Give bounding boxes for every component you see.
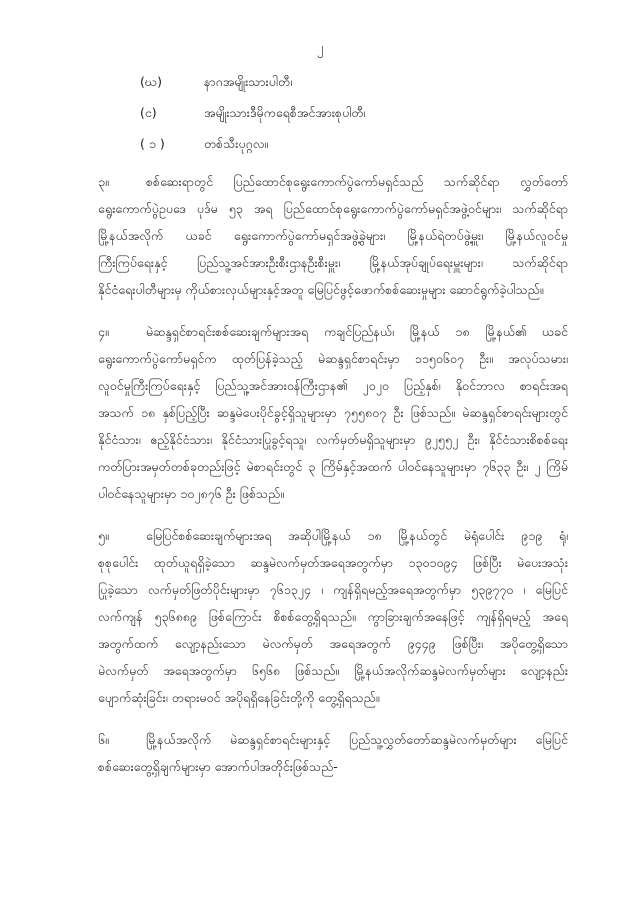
paragraph: [98, 318, 568, 507]
paragraph-line: ၄။ မဲဆန္ဒရှင်စာရင်းစစ်ဆေးချက်များအရ ကချင်ပြည်နယ်၊ မြို့နယ် ၁၈ မြို့နယ်၏ ယခင်: [98, 318, 568, 345]
paragraph-line: ပျောက်ဆုံးခြင်း၊ တရားမဝင် အပိုရရှိနေခြင်းတို့ကို တွေ့ရှိရသည်။: [98, 690, 380, 705]
document-body: [98, 168, 568, 795]
paragraph-line: စစ်ဆေးတွေ့ရှိချက်များမှာ အောက်ပါအတိုင်းဖြစ်သည်-: [98, 759, 338, 774]
list-item-label: (ဃ): [140, 74, 162, 89]
paragraph: [98, 726, 568, 780]
paragraph-line: နိုင်ငံရေးပါတီများမှ ကိုယ်စားလှယ်များနှင့်အတူ မြေပြင်ဖွင့်ဖောက်စစ်ဆေးမှုများ ဆောင်ရွက်ခဲ့ပါသည်။: [98, 282, 544, 297]
paragraph-line: စုစုပေါင်း ထုတ်ယူရရှိခဲ့သော ဆန္ဒမဲလက်မှတ်အရေအတွက်မှာ ၁၃၀၁၀၉၄ ဖြစ်ပြီး မဲပေးအသုံး: [98, 555, 568, 570]
paragraph-line: မဲလက်မှတ် အရေအတွက်မှာ ၆၅၆၈ ဖြစ်သည်။ မြို့နယ်အလိုက်ဆန္ဒမဲလက်မှတ်များ လျော့နည်း: [98, 663, 568, 678]
list-item: [140, 130, 560, 161]
party-list: [140, 68, 560, 161]
paragraph-number: ၅။: [98, 528, 109, 543]
paragraph: [98, 168, 568, 303]
list-item: [140, 99, 560, 130]
paragraph-line: ၅။ မြေပြင်စစ်ဆေးချက်များအရ အဆိုပါမြို့နယ် ၁၈ မြို့နယ်တွင် မဲရုံပေါင်း ၉၁၉ ရုံ၊: [98, 522, 568, 549]
paragraph-line: နိုင်ငံသား၊ ဧည့်နိုင်ငံသား၊ နိုင်ငံသားပြုခွင့်ရသူ၊ လက်မှတ်မရှိသူများမှာ ၉၂၅၅၂ ဦး၊ နိုင်ငံသားစိစစ်ရေး: [98, 432, 568, 447]
list-item-label: ( ၁ ): [140, 136, 165, 151]
page-number: ၂: [316, 41, 324, 56]
paragraph-line: ရွေးကောက်ပွဲကော်မရှင်က ထုတ်ပြန်ခဲ့သည့် မဲဆန္ဒရှင်စာရင်းမှာ ၁၁၅၀၆၀၇ ဦး။ အလုပ်သမား၊: [98, 351, 568, 366]
paragraph-line: ၆။ မြို့နယ်အလိုက် မဲဆန္ဒရှင်စာရင်းများနှင့် ပြည်သူ့လွှတ်တော်ဆန္ဒမဲလက်မှတ်များ မြေပြင်: [98, 726, 568, 753]
paragraph: [98, 522, 568, 711]
list-item-text: အမျိုးသားဒီမိုကရေစီအင်အားစုပါတီ၊: [204, 105, 366, 120]
paragraph-line: ပြုခဲ့သော လက်မှတ်ဖြတ်ပိုင်းများမှာ ၇၆၁၃၂၄ ၊ ကျန်ရှိရမည့်အရေအတွက်မှာ ၅၃၉၇၇၀ ၊ မြေပြင်: [98, 582, 568, 597]
paragraph-line: အတွက်ထက် လျော့နည်းသော မဲလက်မှတ် အရေအတွက် ၉၄၄၉ ဖြစ်ပြီး၊ အပိုတွေ့ရှိသော: [98, 636, 568, 651]
paragraph-line: အသက် ၁၈ နှစ်ပြည့်ပြီး ဆန္ဒမဲပေးပိုင်ခွင့်ရှိသူများမှာ ၇၅၅၈၀၇ ဦး ဖြစ်သည်။ မဲဆန္ဒရှင်စာရင်းများတွင်: [98, 405, 568, 420]
paragraph-line: မြို့နယ်အလိုက် ယခင် ရွေးကောက်ပွဲကော်မရှင်အဖွဲ့ခွဲများ၊ မြို့နယ်ရဲတပ်ဖွဲ့မှူး၊ မြို့နယ်လူဝင်မှု: [98, 228, 568, 243]
list-item-text: နာဂအမျိုးသားပါတီ၊: [204, 74, 293, 89]
paragraph-number: ၄။: [98, 324, 109, 339]
paragraph-line: လူဝင်မှုကြီးကြပ်ရေးနှင့် ပြည်သူ့အင်အားဝန်ကြီးဌာန၏ ၂၀၂၀ ပြည့်နှစ်၊ နိုဝင်ဘာလ စာရင်းအရ: [98, 378, 568, 393]
list-item-text: တစ်သီးပုဂ္ဂလ။: [204, 136, 269, 151]
list-item-label: (င): [140, 105, 157, 120]
paragraph-number: ၃။: [98, 174, 109, 189]
paragraph-line: လက်ကျန် ၅၃၆၈၈၉ ဖြစ်ကြောင်း စိစစ်တွေ့ရှိရသည်။ ကွာခြားချက်အနေဖြင့် ကျန်ရှိရမည့် အရေ: [98, 609, 568, 624]
list-item: [140, 68, 560, 99]
paragraph-line: ကတ်ပြားအမှတ်တစ်ခုတည်းဖြင့် မဲစာရင်းတွင် ၃ ကြိမ်နှင့်အထက် ပါဝင်နေသူများမှာ ၇၆၃၃ ဦး၊ ၂ ကြိမ်: [98, 459, 568, 474]
paragraph-line: ရွေးကောက်ပွဲဥပဒေ ပုဒ်မ ၅၃ အရ ပြည်ထောင်စုရွေးကောက်ပွဲကော်မရှင်အဖွဲ့ဝင်များ၊ သက်ဆိုင်ရာ: [98, 201, 568, 216]
paragraph-number: ၆။: [98, 732, 109, 747]
paragraph-line: ပါဝင်နေသူများမှာ ၁၀၂၈၇၆ ဦး ဖြစ်သည်။: [98, 486, 284, 501]
paragraph-line: ၃။ စစ်ဆေးရာတွင် ပြည်ထောင်စုရွေးကောက်ပွဲကော်မရှင်သည် သက်ဆိုင်ရာ လွှတ်တော်: [98, 168, 568, 195]
paragraph-line: ကြီးကြပ်ရေးနှင့် ပြည်သူ့အင်အားဦးစီးဌာနဦးစီးမှူး၊ မြို့နယ်အုပ်ချုပ်ရေးမှူးများ၊ သက်ဆိုင်ရာ: [98, 255, 568, 270]
